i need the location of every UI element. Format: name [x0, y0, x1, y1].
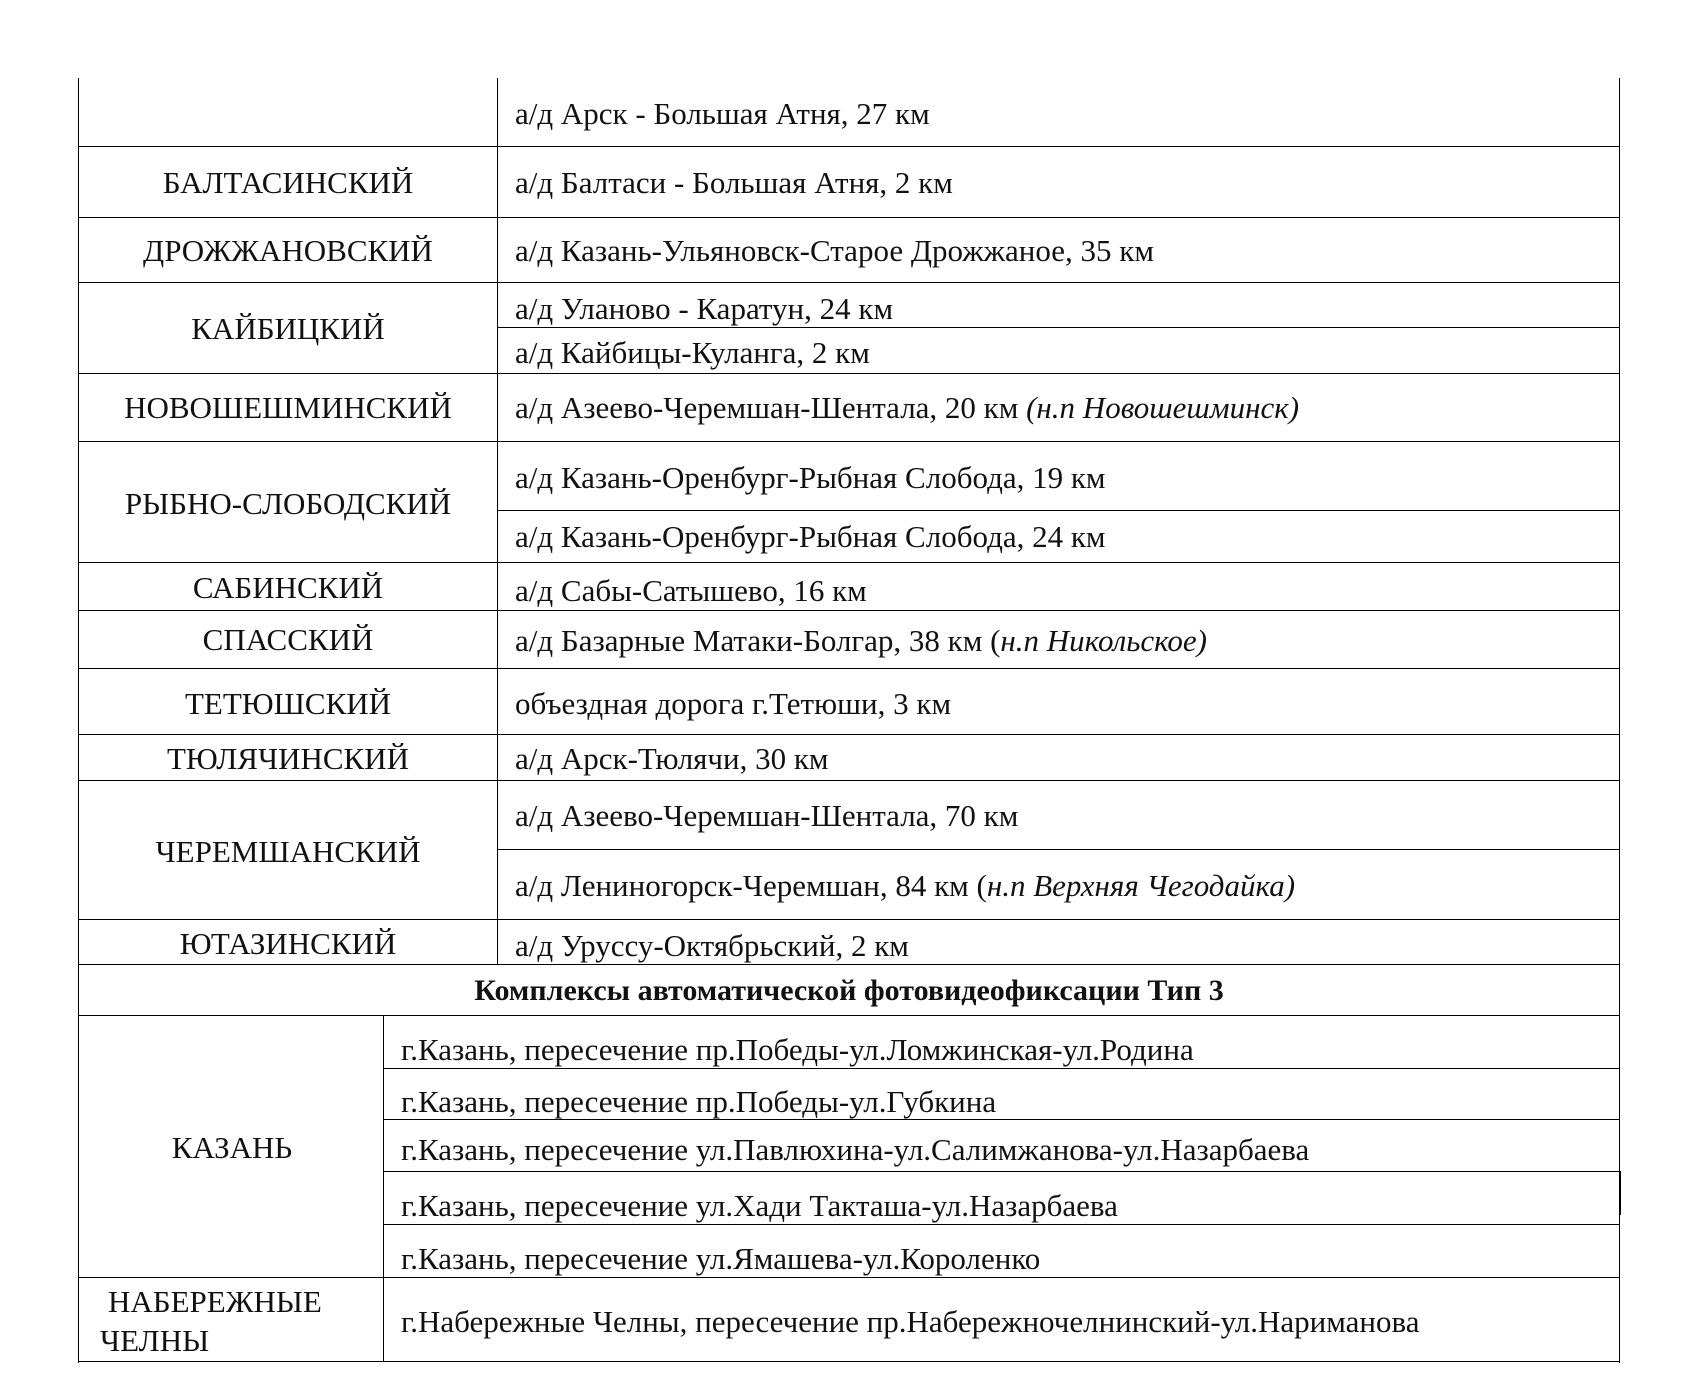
district-cell: ЧЕРЕМШАНСКИЙ [155, 834, 421, 869]
district-cell: БАЛТАСИНСКИЙ [162, 165, 414, 200]
district-cell: КАЙБИЦКИЙ [191, 311, 385, 346]
road-cell: а/д Уланово - Каратун, 24 км [515, 291, 894, 326]
road-cell: объездная дорога г.Тетюши, 3 км [515, 686, 952, 721]
road-cell: а/д Уруссу-Октябрьский, 2 км [515, 928, 909, 963]
district-cell: ТЕТЮШСКИЙ [184, 686, 392, 721]
row-divider [78, 780, 1620, 781]
row-divider [78, 734, 1620, 735]
road-note: н.п Никольское) [1000, 623, 1208, 658]
road-note: н.п Верхняя Чегодайка) [986, 868, 1296, 903]
location-cell: г.Казань, пересечение ул.Ямашева-ул.Короленко [401, 1241, 1041, 1276]
district-cell: ТЮЛЯЧИНСКИЙ [166, 741, 410, 776]
district-cell: НОВОШЕШМИНСКИЙ [124, 390, 452, 425]
row-divider [78, 146, 1620, 147]
location-cell: г.Казань, пересечение пр.Победы-ул.Губкина [401, 1084, 997, 1119]
row-divider [78, 1277, 1620, 1278]
row-divider [78, 919, 1620, 920]
road-cell: а/д Казань-Оренбург-Рыбная Слобода, 24 км [515, 519, 1106, 554]
road-cell [515, 870, 1295, 901]
district-cell: ДРОЖЖАНОВСКИЙ [143, 233, 433, 268]
table-bottom-border [78, 1361, 1620, 1362]
road-cell: а/д Азеево-Черемшан-Шентала, 70 км [515, 798, 1019, 833]
road-cell [515, 625, 1207, 656]
row-divider [497, 510, 1620, 511]
road-cell: а/д Арск - Большая Атня, 27 км [515, 96, 930, 131]
row-divider [383, 1224, 1620, 1225]
row-divider [78, 964, 1620, 965]
road-text: а/д Лениногорск-Черемшан, 84 км ( [515, 868, 987, 903]
row-divider [78, 373, 1620, 374]
row-divider [78, 610, 1620, 611]
text-cursor [1619, 1171, 1621, 1215]
road-cell: а/д Сабы-Сатышево, 16 км [515, 573, 867, 608]
row-divider [78, 217, 1620, 218]
road-cell: а/д Казань-Ульяновск-Старое Дрожжаное, 35 км [515, 233, 1154, 268]
row-divider [78, 1015, 1620, 1016]
road-cell: а/д Казань-Оренбург-Рыбная Слобода, 19 км [515, 460, 1106, 495]
road-cell: а/д Арск-Тюлячи, 30 км [515, 741, 829, 776]
location-cell: г.Казань, пересечение ул.Павлюхина-ул.Салимжанова-ул.Назарбаева [401, 1132, 1310, 1167]
row-divider [383, 1171, 1620, 1172]
location-cell: г.Казань, пересечение ул.Хади Такташа-ул.Назарбаева [401, 1188, 1118, 1223]
row-divider [78, 441, 1620, 442]
row-divider [383, 1068, 1620, 1069]
location-cell: г.Казань, пересечение пр.Победы-ул.Ломжинская-ул.Родина [401, 1032, 1194, 1067]
row-divider [78, 562, 1620, 563]
road-cell: а/д Кайбицы-Куланга, 2 км [515, 335, 870, 370]
district-cell: ЮТАЗИНСКИЙ [179, 926, 397, 961]
road-cell: а/д Балтаси - Большая Атня, 2 км [515, 165, 953, 200]
row-divider [497, 327, 1620, 328]
district-cell: РЫБНО-СЛОБОДСКИЙ [124, 486, 452, 521]
road-note: (н.п Новошешминск) [1026, 390, 1300, 425]
road-cell [515, 392, 1299, 423]
row-divider [78, 282, 1620, 283]
row-divider [383, 1119, 1620, 1120]
road-text: а/д Азеево-Черемшан-Шентала, 20 км [515, 390, 1027, 425]
district-cell-line1: НАБЕРЕЖНЫЕ [108, 1284, 322, 1319]
section-heading: Комплексы автоматической фотовидеофиксации Тип 3 [474, 974, 1224, 1007]
district-cell-line2: ЧЕЛНЫ [100, 1323, 210, 1358]
road-text: а/д Базарные Матаки-Болгар, 38 км ( [515, 623, 1001, 658]
row-divider [497, 849, 1620, 850]
column-divider [497, 78, 498, 965]
district-cell: САБИНСКИЙ [192, 570, 384, 605]
location-cell: г.Набережные Челны, пересечение пр.Набережночелнинский-ул.Нариманова [401, 1304, 1420, 1339]
district-cell: СПАССКИЙ [202, 622, 374, 657]
row-divider [78, 668, 1620, 669]
district-cell: КАЗАНЬ [171, 1130, 293, 1165]
column-divider [383, 1015, 384, 1362]
